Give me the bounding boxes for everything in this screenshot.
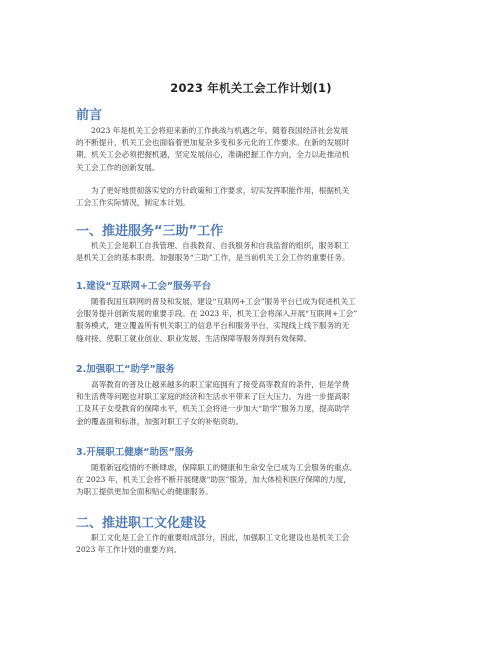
paragraph-preface-2 [76, 185, 428, 209]
text-line: 期，机关工会必须把握机遇，坚定发展信心，准确把握工作方向，全力以赴推动机 [76, 150, 350, 160]
text-line: 工会工作实际情况，制定本计划。 [76, 198, 190, 208]
text-line: 是机关工会的基本职责。加强服务“三助”工作，是当前机关工会工作的重要任务。 [76, 253, 350, 263]
text-line: 的不断提升，机关工会也面临着更加复杂多变和多元化的工作要求。在新的发展时 [76, 138, 350, 148]
text-line: 会服务提升创新发展的重要手段。在 2023 年，机关工会将深入开展“互联网+工会” [76, 309, 358, 319]
paragraph-subsection-1-2 [76, 379, 428, 428]
paragraph-section-2 [76, 532, 428, 556]
text-line: 为职工提供更加全面和贴心的健康服务。 [76, 487, 213, 497]
paragraph-section-1 [76, 240, 428, 264]
section-heading-2: 二、推进职工文化建设 [76, 516, 207, 531]
paragraph-subsection-1-3 [76, 462, 428, 499]
document-title: 2023 年机关工会工作计划(1) [170, 81, 332, 95]
text-line: 关工会工作的创新发展。 [76, 162, 160, 172]
text-line: 和生活费等问题也对职工家庭的经济和生活水平带来了巨大压力。为进一步提高职 [76, 392, 350, 402]
text-line: 机关工会是职工自我管理、自我教育、自我服务和自我监督的组织，服务职工 [91, 241, 350, 250]
text-line: 2023 年工作计划的重要方向。 [76, 545, 182, 555]
subsection-heading-1-1: 1.建设“互联网+工会”服务平台 [76, 281, 212, 292]
section-heading-preface: 前言 [76, 108, 103, 123]
paragraph-subsection-1-1 [76, 296, 428, 345]
text-line: 职工文化是工会工作的重要组成部分，因此，加强职工文化建设也是机关工会 [91, 533, 350, 542]
text-line: 服务模式，建立覆盖所有机关职工的信息平台和服务平台，实现线上线下服务的无 [76, 321, 350, 331]
text-line: 在 2023 年，机关工会将不断开展健康“助医”服务，加大体检和医疗保障的力度， [76, 475, 351, 485]
section-heading-1: 一、推进服务“三助”工作 [76, 224, 224, 239]
text-line: 随着新冠疫情的不断肆虐，保障职工的健康和生命安全已成为工会服务的重点。 [91, 463, 357, 472]
text-line: 为了更好地贯彻落实党的方针政策和工作要求，切实发挥职能作用，根据机关 [91, 186, 350, 195]
text-line: 随着我国互联网的普及和发展，建设“互联网+工会”服务平台已成为促进机关工 [91, 297, 356, 306]
text-line: 金的覆盖面和标准，加强对职工子女的补贴资助。 [76, 416, 244, 426]
text-line: 工及其子女受教育的保障水平，机关工会将进一步加大“助学”服务力度，提高助学 [76, 404, 350, 414]
subsection-heading-1-2: 2.加强职工“助学”服务 [76, 364, 175, 375]
text-line: 缝对接，使职工就业创业、职业发展、生活保障等服务得到有效保障。 [76, 333, 312, 343]
text-line: 高等教育的普及让越来越多的职工家庭拥有了接受高等教育的条件，但是学费 [91, 380, 350, 389]
text-line: 2023 年是机关工会将迎来新的工作挑战与机遇之年。随着我国经济社会发展 [91, 126, 349, 135]
subsection-heading-1-3: 3.开展职工健康“助医”服务 [76, 447, 194, 458]
paragraph-preface-1 [76, 125, 428, 174]
